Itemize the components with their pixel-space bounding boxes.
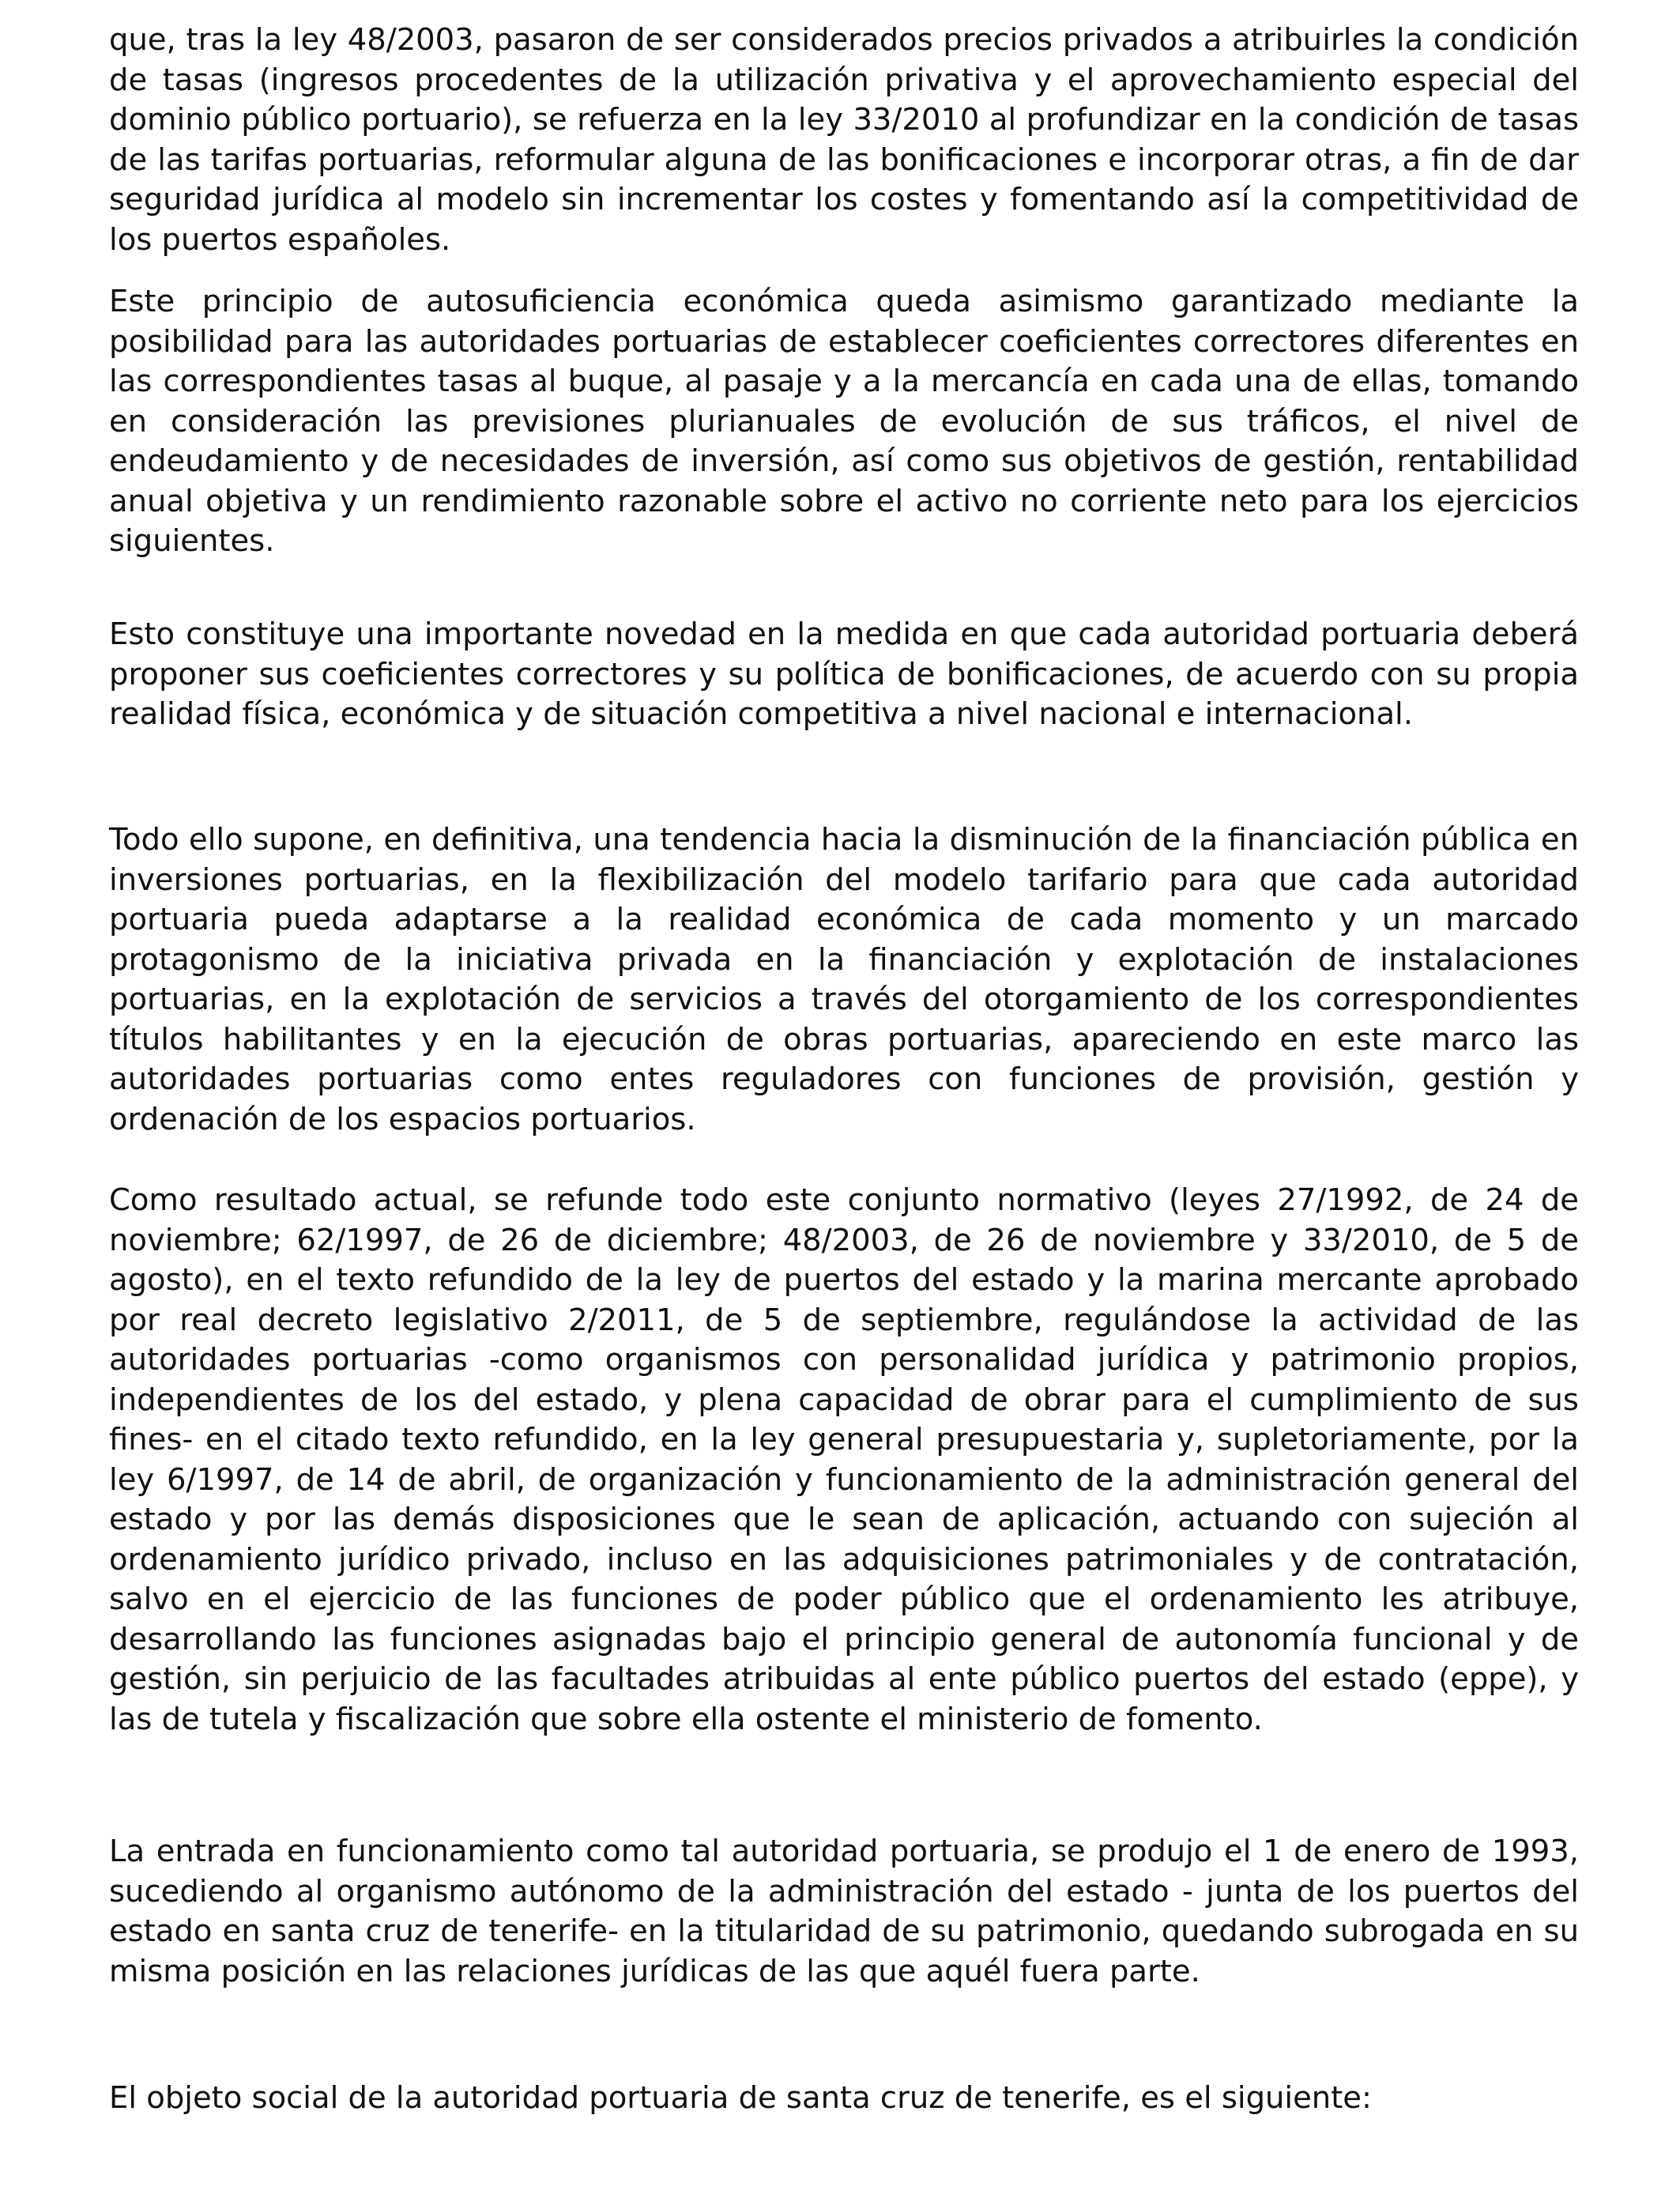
paragraph-tasas-portuarias: que, tras la ley 48/2003, pasaron de ser considerados precios privados a atribuirles la condición de tasas (ingresos procedentes de la utilización privativa y el aprovechamiento especial del dominio público portuario), se refuerza en la ley 33/2010 al profundizar en la condición de tasas de las tarifas portuarias, reformular alguna de las bonificaciones e incorporar otras, a fin de dar seguridad jurídica al modelo sin incrementar los costes y fomentando así la competitividad de los puertos españoles. (109, 22, 1579, 258)
paragraph-objeto-social: El objeto social de la autoridad portuaria de santa cruz de tenerife, es el siguiente: (109, 2080, 1372, 2116)
paragraph-novedad: Esto constituye una importante novedad en la medida en que cada autoridad portuaria deberá proponer sus coeficientes correctores y su política de bonificaciones, de acuerdo con su propia realidad física, económica y de situación competitiva a nivel nacional e internacional. (109, 616, 1579, 732)
paragraph-tendencia: Todo ello supone, en definitiva, una tendencia hacia la disminución de la financiación pública en inversiones portuarias, en la flexibilización del modelo tarifario para que cada autoridad portuaria pueda adaptarse a la realidad económica de cada momento y un marcado protagonismo de la iniciativa privada en la financiación y explotación de instalaciones portuarias, en la explotación de servicios a través del otorgamiento de los correspondientes títulos habilitantes y en la ejecución de obras portuarias, apareciendo en este marco las autoridades portuarias como entes reguladores con funciones de provisión, gestión y ordenación de los espacios portuarios. (109, 822, 1579, 1137)
paragraph-entrada-funcionamiento: La entrada en funcionamiento como tal autoridad portuaria, se produjo el 1 de enero de 1993, sucediendo al organismo autónomo de la administración del estado - junta de los puertos del estado en santa cruz de tenerife- en la titularidad de su patrimonio, quedando subrogada en su misma posición en las relaciones jurídicas de las que aquél fuera parte. (109, 1834, 1579, 1989)
document-page (109, 21, 1579, 2116)
paragraph-autosuficiencia: Este principio de autosuficiencia económica queda asimismo garantizado mediante la posibilidad para las autoridades portuarias de establecer coeficientes correctores diferentes en las correspondientes tasas al buque, al pasaje y a la mercancía en cada una de ellas, tomando en consideración las previsiones plurianuales de evolución de sus tráficos, el nivel de endeudamiento y de necesidades de inversión, así como sus objetivos de gestión, rentabilidad anual objetiva y un rendimiento razonable sobre el activo no corriente neto para los ejercicios siguientes. (109, 284, 1579, 559)
paragraph-resultado-actual: Como resultado actual, se refunde todo este conjunto normativo (leyes 27/1992, de 24 de noviembre; 62/1997, de 26 de diciembre; 48/2003, de 26 de noviembre y 33/2010, de 5 de agosto), en el texto refundido de la ley de puertos del estado y la marina mercante aprobado por real decreto legislativo 2/2011, de 5 de septiembre, regulándose la actividad de las autoridades portuarias -como organismos con personalidad jurídica y patrimonio propios, independientes de los del estado, y plena capacidad de obrar para el cumplimiento de sus fines- en el citado texto refundido, en la ley general presupuestaria y, supletoriamente, por la ley 6/1997, de 14 de abril, de organización y funcionamiento de la administración general del estado y por las demás disposiciones que le sean de aplicación, actuando con sujeción al ordenamiento jurídico privado, incluso en las adquisiciones patrimoniales y de contratación, salvo en el ejercicio de las funciones de poder público que el ordenamiento les atribuye, desarrollando las funciones asignadas bajo el principio general de autonomía funcional y de gestión, sin perjuicio de las facultades atribuidas al ente público puertos del estado (eppe), y las de tutela y fiscalización que sobre ella ostente el ministerio de fomento. (109, 1182, 1579, 1737)
